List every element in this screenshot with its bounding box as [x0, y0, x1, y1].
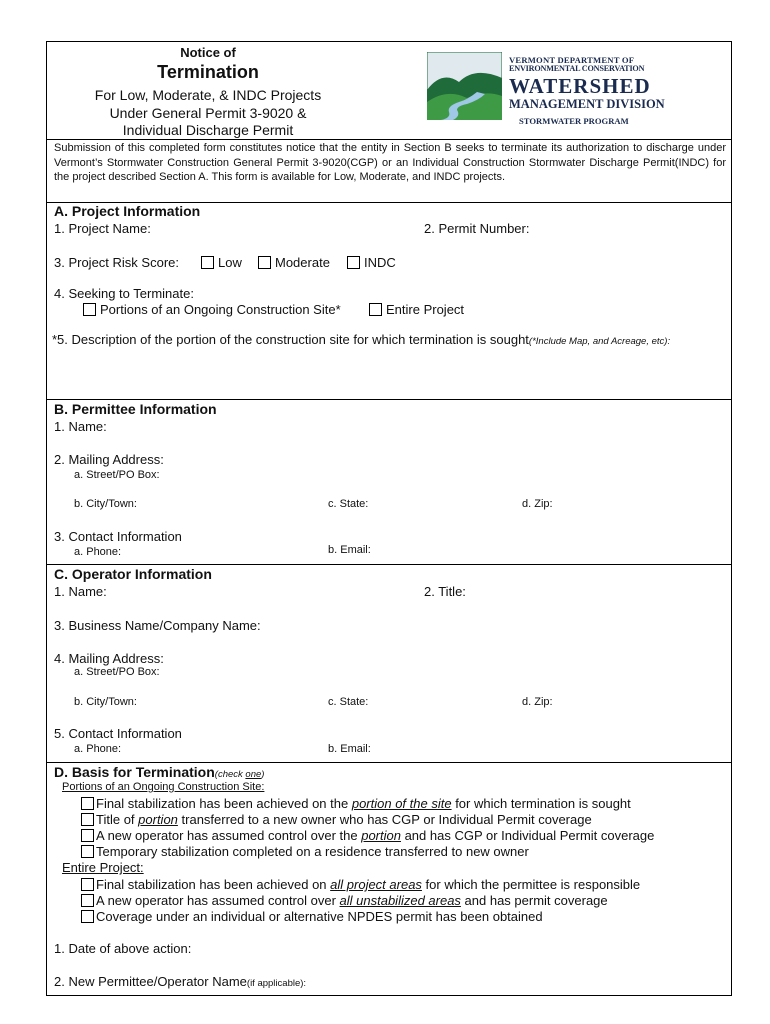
form-header [47, 42, 731, 140]
section-d-heading: D. Basis for Termination [54, 764, 215, 780]
action-date-label[interactable]: 1. Date of above action: [54, 941, 192, 956]
seeking-terminate-label: 4. Seeking to Terminate: [54, 286, 194, 301]
risk-low-checkbox[interactable] [201, 256, 214, 269]
operator-street-label[interactable]: a. Street/PO Box: [74, 666, 160, 678]
risk-indc-option[interactable] [347, 255, 396, 270]
section-c-heading: C. Operator Information [54, 566, 212, 582]
permittee-zip-label[interactable]: d. Zip: [522, 498, 553, 510]
option-emphasis: all unstabilized areas [339, 893, 461, 908]
section-d-note-end: ) [261, 769, 265, 780]
subtitle-line-3: Individual Discharge Permit [122, 122, 294, 138]
option-text: Final stabilization has been achieved on the [96, 796, 352, 811]
section-d-note-emphasis: one [245, 769, 262, 780]
operator-zip-label[interactable]: d. Zip: [522, 696, 553, 708]
permittee-email-label[interactable]: b. Email: [328, 544, 371, 556]
terminate-portions-option[interactable] [83, 302, 341, 317]
permit-number-label[interactable]: 2. Permit Number: [424, 221, 530, 236]
operator-mailing-label: 4. Mailing Address: [54, 651, 164, 666]
operator-title-label[interactable]: 2. Title: [424, 584, 466, 599]
logo-line-3: WATERSHED [509, 74, 651, 98]
option-text: for which the permittee is responsible [421, 877, 641, 892]
project-name-label[interactable]: 1. Project Name: [54, 221, 151, 236]
portion-description-field[interactable] [52, 332, 670, 347]
portion-description-label: *5. Description of the portion of the construction site for which termination is sought [52, 332, 529, 347]
section-d-heading-row [54, 764, 264, 782]
operator-contact-label: 5. Contact Information [54, 726, 182, 741]
operator-state-label[interactable]: c. State: [328, 696, 369, 708]
new-permittee-name-note: (if applicable): [246, 978, 307, 989]
intro-paragraph: Submission of this completed form constitutes notice that the entity in Section B seeks to terminate its authorization to discharge under Vermont’s Stormwater Construction General Permit 3-9020(CGP) or an Individual Construction Stormwater Discharge Permit(INDC) for the project described Section A. This form is available for Low, Moderate, and INDC projects. [54, 142, 726, 184]
logo-line-1: VERMONT DEPARTMENT OF [509, 55, 635, 65]
basis-entire-npdes-coverage[interactable] [81, 909, 543, 924]
option-text: for which termination is sought [451, 796, 631, 811]
option-text: Temporary stabilization completed on a residence transferred to new owner [96, 844, 529, 859]
option-text: Final stabilization has been achieved on [96, 877, 331, 892]
risk-low-option[interactable] [201, 255, 242, 270]
basis-entire-final-stabilization[interactable] [81, 877, 640, 892]
notice-of-label: Notice of [180, 45, 236, 60]
section-d-note: (check [214, 769, 246, 780]
option-emphasis: portion of the site [351, 796, 452, 811]
basis-portion-new-operator[interactable] [81, 828, 654, 843]
option-text: A new operator has assumed control over [96, 893, 340, 908]
permittee-phone-label[interactable]: a. Phone: [74, 546, 122, 558]
basis-entire-new-operator[interactable] [81, 893, 608, 908]
option-emphasis: portion [361, 828, 401, 843]
watershed-logo [427, 52, 667, 128]
terminate-entire-checkbox[interactable] [369, 303, 382, 316]
basis-portion-temporary-stabilization[interactable] [81, 844, 529, 859]
basis-portion-title-checkbox[interactable] [81, 813, 94, 826]
basis-portion-final-checkbox[interactable] [81, 797, 94, 810]
option-text: and has CGP or Individual Permit coverage [400, 828, 655, 843]
basis-portion-final-stabilization[interactable] [81, 796, 631, 811]
basis-portion-temporary-checkbox[interactable] [81, 845, 94, 858]
portions-subheading: Portions of an Ongoing Construction Site: [62, 781, 265, 793]
subtitle-line-1: For Low, Moderate, & INDC Projects [94, 87, 322, 103]
permittee-mailing-label: 2. Mailing Address: [54, 452, 164, 467]
risk-low-label: Low [218, 255, 242, 270]
option-emphasis: portion [138, 812, 178, 827]
form-title: Termination [157, 62, 259, 82]
permittee-street-label[interactable]: a. Street/PO Box: [74, 469, 160, 481]
permittee-name-label[interactable]: 1. Name: [54, 419, 107, 434]
subtitle-line-2: Under General Permit 3-9020 & [109, 105, 307, 121]
risk-indc-label: INDC [364, 255, 396, 270]
option-text: and has permit coverage [460, 893, 608, 908]
risk-moderate-option[interactable] [258, 255, 330, 270]
form-title-block [47, 42, 369, 139]
section-divider [47, 564, 731, 565]
terminate-portions-label: Portions of an Ongoing Construction Site* [100, 302, 341, 317]
risk-moderate-checkbox[interactable] [258, 256, 271, 269]
permittee-state-label[interactable]: c. State: [328, 498, 369, 510]
landscape-logo-icon [427, 52, 502, 120]
logo-line-5: STORMWATER PROGRAM [519, 116, 629, 126]
operator-name-label[interactable]: 1. Name: [54, 584, 107, 599]
basis-entire-npdes-checkbox[interactable] [81, 910, 94, 923]
basis-entire-operator-checkbox[interactable] [81, 894, 94, 907]
entire-project-subheading: Entire Project: [62, 860, 144, 875]
operator-city-label[interactable]: b. City/Town: [74, 696, 137, 708]
basis-portion-title-transferred[interactable] [81, 812, 592, 827]
option-text: Title of [96, 812, 139, 827]
section-divider [47, 762, 731, 763]
basis-entire-final-checkbox[interactable] [81, 878, 94, 891]
portion-description-note: (*Include Map, and Acreage, etc): [528, 336, 671, 347]
risk-indc-checkbox[interactable] [347, 256, 360, 269]
terminate-entire-option[interactable] [369, 302, 464, 317]
option-text: Coverage under an individual or alternative NPDES permit has been obtained [96, 909, 543, 924]
operator-email-label[interactable]: b. Email: [328, 743, 371, 755]
basis-portion-operator-checkbox[interactable] [81, 829, 94, 842]
risk-score-label: 3. Project Risk Score: [54, 255, 179, 270]
permittee-city-label[interactable]: b. City/Town: [74, 498, 137, 510]
operator-phone-label[interactable]: a. Phone: [74, 743, 122, 755]
logo-line-4: MANAGEMENT DIVISION [509, 97, 665, 111]
section-divider [47, 399, 731, 400]
new-permittee-name-label: 2. New Permittee/Operator Name [54, 974, 247, 989]
logo-line-2: ENVIRONMENTAL CONSERVATION [509, 64, 645, 73]
terminate-entire-label: Entire Project [386, 302, 465, 317]
terminate-portions-checkbox[interactable] [83, 303, 96, 316]
option-emphasis: all project areas [330, 877, 422, 892]
option-text: A new operator has assumed control over the [96, 828, 362, 843]
new-permittee-name-field[interactable] [54, 974, 306, 989]
option-text: transferred to a new owner who has CGP or Individual Permit coverage [177, 812, 592, 827]
risk-moderate-label: Moderate [275, 255, 330, 270]
business-name-label[interactable]: 3. Business Name/Company Name: [54, 618, 261, 633]
notice-of-termination-form [46, 41, 732, 996]
section-a-heading: A. Project Information [54, 203, 201, 219]
section-b-heading: B. Permittee Information [54, 401, 217, 417]
permittee-contact-label: 3. Contact Information [54, 529, 182, 544]
